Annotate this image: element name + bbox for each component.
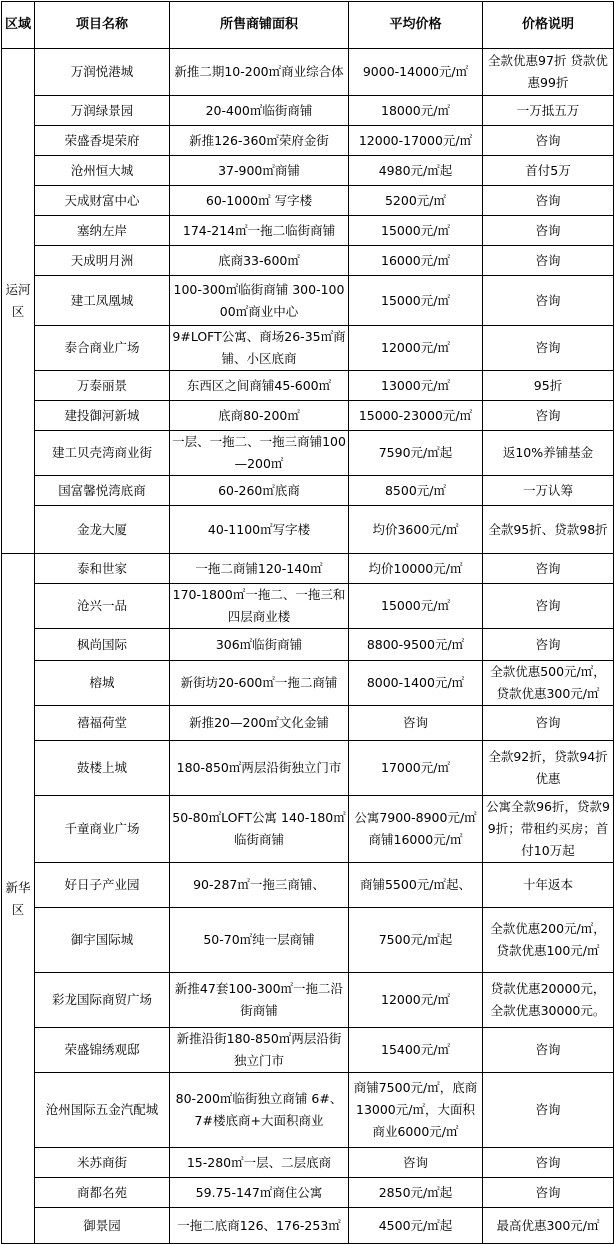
header-area: 所售商铺面积 [170,2,349,49]
price-note-cell: 全款优惠200元/㎡，贷款优惠100元/㎡ [483,908,614,973]
region-cell: 运河区 [2,49,35,554]
table-row [2,741,614,796]
project-cell: 天成财富中心 [35,186,170,216]
header-price-note: 价格说明 [483,2,614,49]
table-row [2,796,614,863]
project-cell: 国富馨悦湾底商 [35,476,170,506]
project-cell: 沧兴一品 [35,584,170,629]
project-cell: 塞纳左岸 [35,216,170,246]
header-region: 区域 [2,2,35,49]
avg-price-cell: 4500元/㎡起 [349,1208,483,1244]
price-note-cell: 全款优惠500元/㎡，贷款优惠300元/㎡ [483,661,614,706]
avg-price-cell: 8500元/㎡ [349,476,483,506]
table-row [2,1028,614,1073]
header-avg-price: 平均价格 [349,2,483,49]
project-cell: 泰和世家 [35,554,170,584]
area-cell: 东西区之间商铺45-600㎡ [170,371,349,401]
avg-price-cell: 咨询 [349,706,483,741]
price-note-cell: 咨询 [483,1028,614,1073]
price-note-cell: 十年返本 [483,863,614,908]
table-row [2,216,614,246]
project-cell: 鼓楼上城 [35,741,170,796]
area-cell: 新推20—200㎡文化金铺 [170,706,349,741]
avg-price-cell: 商铺5500元/㎡起、 [349,863,483,908]
project-cell: 米苏商街 [35,1148,170,1178]
table-row [2,401,614,431]
project-cell: 榕城 [35,661,170,706]
avg-price-cell: 15000元/㎡ [349,584,483,629]
avg-price-cell: 15000元/㎡ [349,276,483,326]
area-cell: 底商80-200㎡ [170,401,349,431]
commercial-property-price-table [1,1,614,1244]
table-row [2,1073,614,1148]
table-row [2,661,614,706]
avg-price-cell: 12000元/㎡ [349,973,483,1028]
project-cell: 沧州国际五金汽配城 [35,1073,170,1148]
area-cell: 59.75-147㎡商住公寓 [170,1178,349,1208]
project-cell: 千童商业广场 [35,796,170,863]
area-cell: 底商33-600㎡ [170,246,349,276]
area-cell: 60-260㎡底商 [170,476,349,506]
avg-price-cell: 商铺7500元/㎡，底商13000元/㎡，大面积商业6000元/㎡ [349,1073,483,1148]
price-note-cell: 咨询 [483,1178,614,1208]
area-cell: 100-300㎡临街商铺 300-10000㎡商业中心 [170,276,349,326]
table-row [2,246,614,276]
area-cell: 20-400㎡临街商铺 [170,96,349,126]
price-note-cell: 公寓全款96折，贷款99折；带租约买房；首付10万起 [483,796,614,863]
project-cell: 万润绿景园 [35,96,170,126]
table-row [2,863,614,908]
price-note-cell: 全款优惠97折 贷款优惠99折 [483,49,614,96]
project-cell: 荣盛香堤荣府 [35,126,170,156]
table-row [2,371,614,401]
area-cell: 306㎡临街商铺 [170,629,349,661]
avg-price-cell: 均价3600元/㎡ [349,506,483,554]
price-note-cell: 返10%养铺基金 [483,431,614,476]
project-cell: 泰合商业广场 [35,326,170,371]
area-cell: 新推二期10-200㎡商业综合体 [170,49,349,96]
region-cell: 新华区 [2,554,35,1244]
avg-price-cell: 12000元/㎡ [349,326,483,371]
project-cell: 好日子产业园 [35,863,170,908]
table-row [2,1148,614,1178]
area-cell: 新街坊20-600㎡一拖二商铺 [170,661,349,706]
avg-price-cell: 15400元/㎡ [349,1028,483,1073]
project-cell: 万润悦港城 [35,49,170,96]
area-cell: 一层、一拖二、一拖三商铺100—200㎡ [170,431,349,476]
price-note-cell: 咨询 [483,706,614,741]
area-cell: 一拖二商铺120-140㎡ [170,554,349,584]
table-row [2,908,614,973]
price-note-cell: 95折 [483,371,614,401]
header-row [2,2,614,49]
price-note-cell: 咨询 [483,126,614,156]
table-row [2,156,614,186]
avg-price-cell: 9000-14000元/㎡ [349,49,483,96]
avg-price-cell: 5200元/㎡ [349,186,483,216]
avg-price-cell: 8000-1400元/㎡ [349,661,483,706]
price-note-cell: 咨询 [483,584,614,629]
area-cell: 50-70㎡纯一层商铺 [170,908,349,973]
project-cell: 禧福荷堂 [35,706,170,741]
table-row [2,431,614,476]
header-project: 项目名称 [35,2,170,49]
avg-price-cell: 18000元/㎡ [349,96,483,126]
area-cell: 15-280㎡一层、二层底商 [170,1148,349,1178]
project-cell: 商都名苑 [35,1178,170,1208]
price-note-cell: 咨询 [483,401,614,431]
area-cell: 80-200㎡临街独立商铺 6#、7#楼底商+大面积商业 [170,1073,349,1148]
area-cell: 50-80㎡LOFT公寓 140-180㎡临街商铺 [170,796,349,863]
area-cell: 174-214㎡一拖二临街商铺 [170,216,349,246]
price-note-cell: 一万抵五万 [483,96,614,126]
avg-price-cell: 12000-17000元/㎡ [349,126,483,156]
price-note-cell: 咨询 [483,246,614,276]
project-cell: 荣盛锦绣观邸 [35,1028,170,1073]
price-note-cell: 咨询 [483,276,614,326]
avg-price-cell: 4980元/㎡起 [349,156,483,186]
area-cell: 一拖二底商126、176-253㎡ [170,1208,349,1244]
table-row [2,186,614,216]
price-note-cell: 咨询 [483,326,614,371]
table-row [2,554,614,584]
price-note-cell: 咨询 [483,186,614,216]
project-cell: 御景园 [35,1208,170,1244]
project-cell: 天成明月洲 [35,246,170,276]
project-cell: 彩龙国际商贸广场 [35,973,170,1028]
table-row [2,973,614,1028]
avg-price-cell: 公寓7900-8900元/㎡ 商铺16000元/㎡ [349,796,483,863]
table-row [2,629,614,661]
project-cell: 建工凤凰城 [35,276,170,326]
project-cell: 建工贝壳湾商业街 [35,431,170,476]
price-note-cell: 全款95折、贷款98折 [483,506,614,554]
avg-price-cell: 15000-23000元/㎡ [349,401,483,431]
area-cell: 40-1100㎡写字楼 [170,506,349,554]
project-cell: 枫尚国际 [35,629,170,661]
avg-price-cell: 15000元/㎡ [349,216,483,246]
price-note-cell: 贷款优惠20000元，全款优惠30000元。 [483,973,614,1028]
avg-price-cell: 13000元/㎡ [349,371,483,401]
price-note-cell: 咨询 [483,554,614,584]
area-cell: 新推47套100-300㎡一拖二沿街商铺 [170,973,349,1028]
table-row [2,476,614,506]
table-row [2,49,614,96]
table-row [2,584,614,629]
avg-price-cell: 均价10000元/㎡ [349,554,483,584]
area-cell: 180-850㎡两层沿街独立门市 [170,741,349,796]
project-cell: 御宇国际城 [35,908,170,973]
table-row [2,276,614,326]
avg-price-cell: 咨询 [349,1148,483,1178]
area-cell: 9#LOFT公寓、商场26-35㎡商铺、小区底商 [170,326,349,371]
table-body [2,49,614,1244]
avg-price-cell: 2850元/㎡起 [349,1178,483,1208]
area-cell: 170-1800㎡一拖二、一拖三和四层商业楼 [170,584,349,629]
area-cell: 新推126-360㎡荣府金街 [170,126,349,156]
price-note-cell: 全款92折，贷款94折优惠 [483,741,614,796]
price-note-cell: 咨询 [483,629,614,661]
avg-price-cell: 17000元/㎡ [349,741,483,796]
price-note-cell: 咨询 [483,1148,614,1178]
project-cell: 万泰丽景 [35,371,170,401]
area-cell: 37-900㎡商铺 [170,156,349,186]
table-row [2,326,614,371]
table-row [2,126,614,156]
price-note-cell: 咨询 [483,1073,614,1148]
price-note-cell: 最高优惠300元/㎡ [483,1208,614,1244]
avg-price-cell: 16000元/㎡ [349,246,483,276]
project-cell: 金龙大厦 [35,506,170,554]
table-row [2,1178,614,1208]
table-row [2,1208,614,1244]
table-row [2,96,614,126]
avg-price-cell: 7500元/㎡起 [349,908,483,973]
project-cell: 沧州恒大城 [35,156,170,186]
area-cell: 60-1000㎡ 写字楼 [170,186,349,216]
project-cell: 建投御河新城 [35,401,170,431]
avg-price-cell: 8800-9500元/㎡ [349,629,483,661]
price-note-cell: 首付5万 [483,156,614,186]
area-cell: 90-287㎡一拖三商铺、 [170,863,349,908]
price-note-cell: 咨询 [483,216,614,246]
table-row [2,506,614,554]
table-row [2,706,614,741]
area-cell: 新推沿街180-850㎡两层沿街独立门市 [170,1028,349,1073]
price-note-cell: 一万认筹 [483,476,614,506]
avg-price-cell: 7590元/㎡起 [349,431,483,476]
